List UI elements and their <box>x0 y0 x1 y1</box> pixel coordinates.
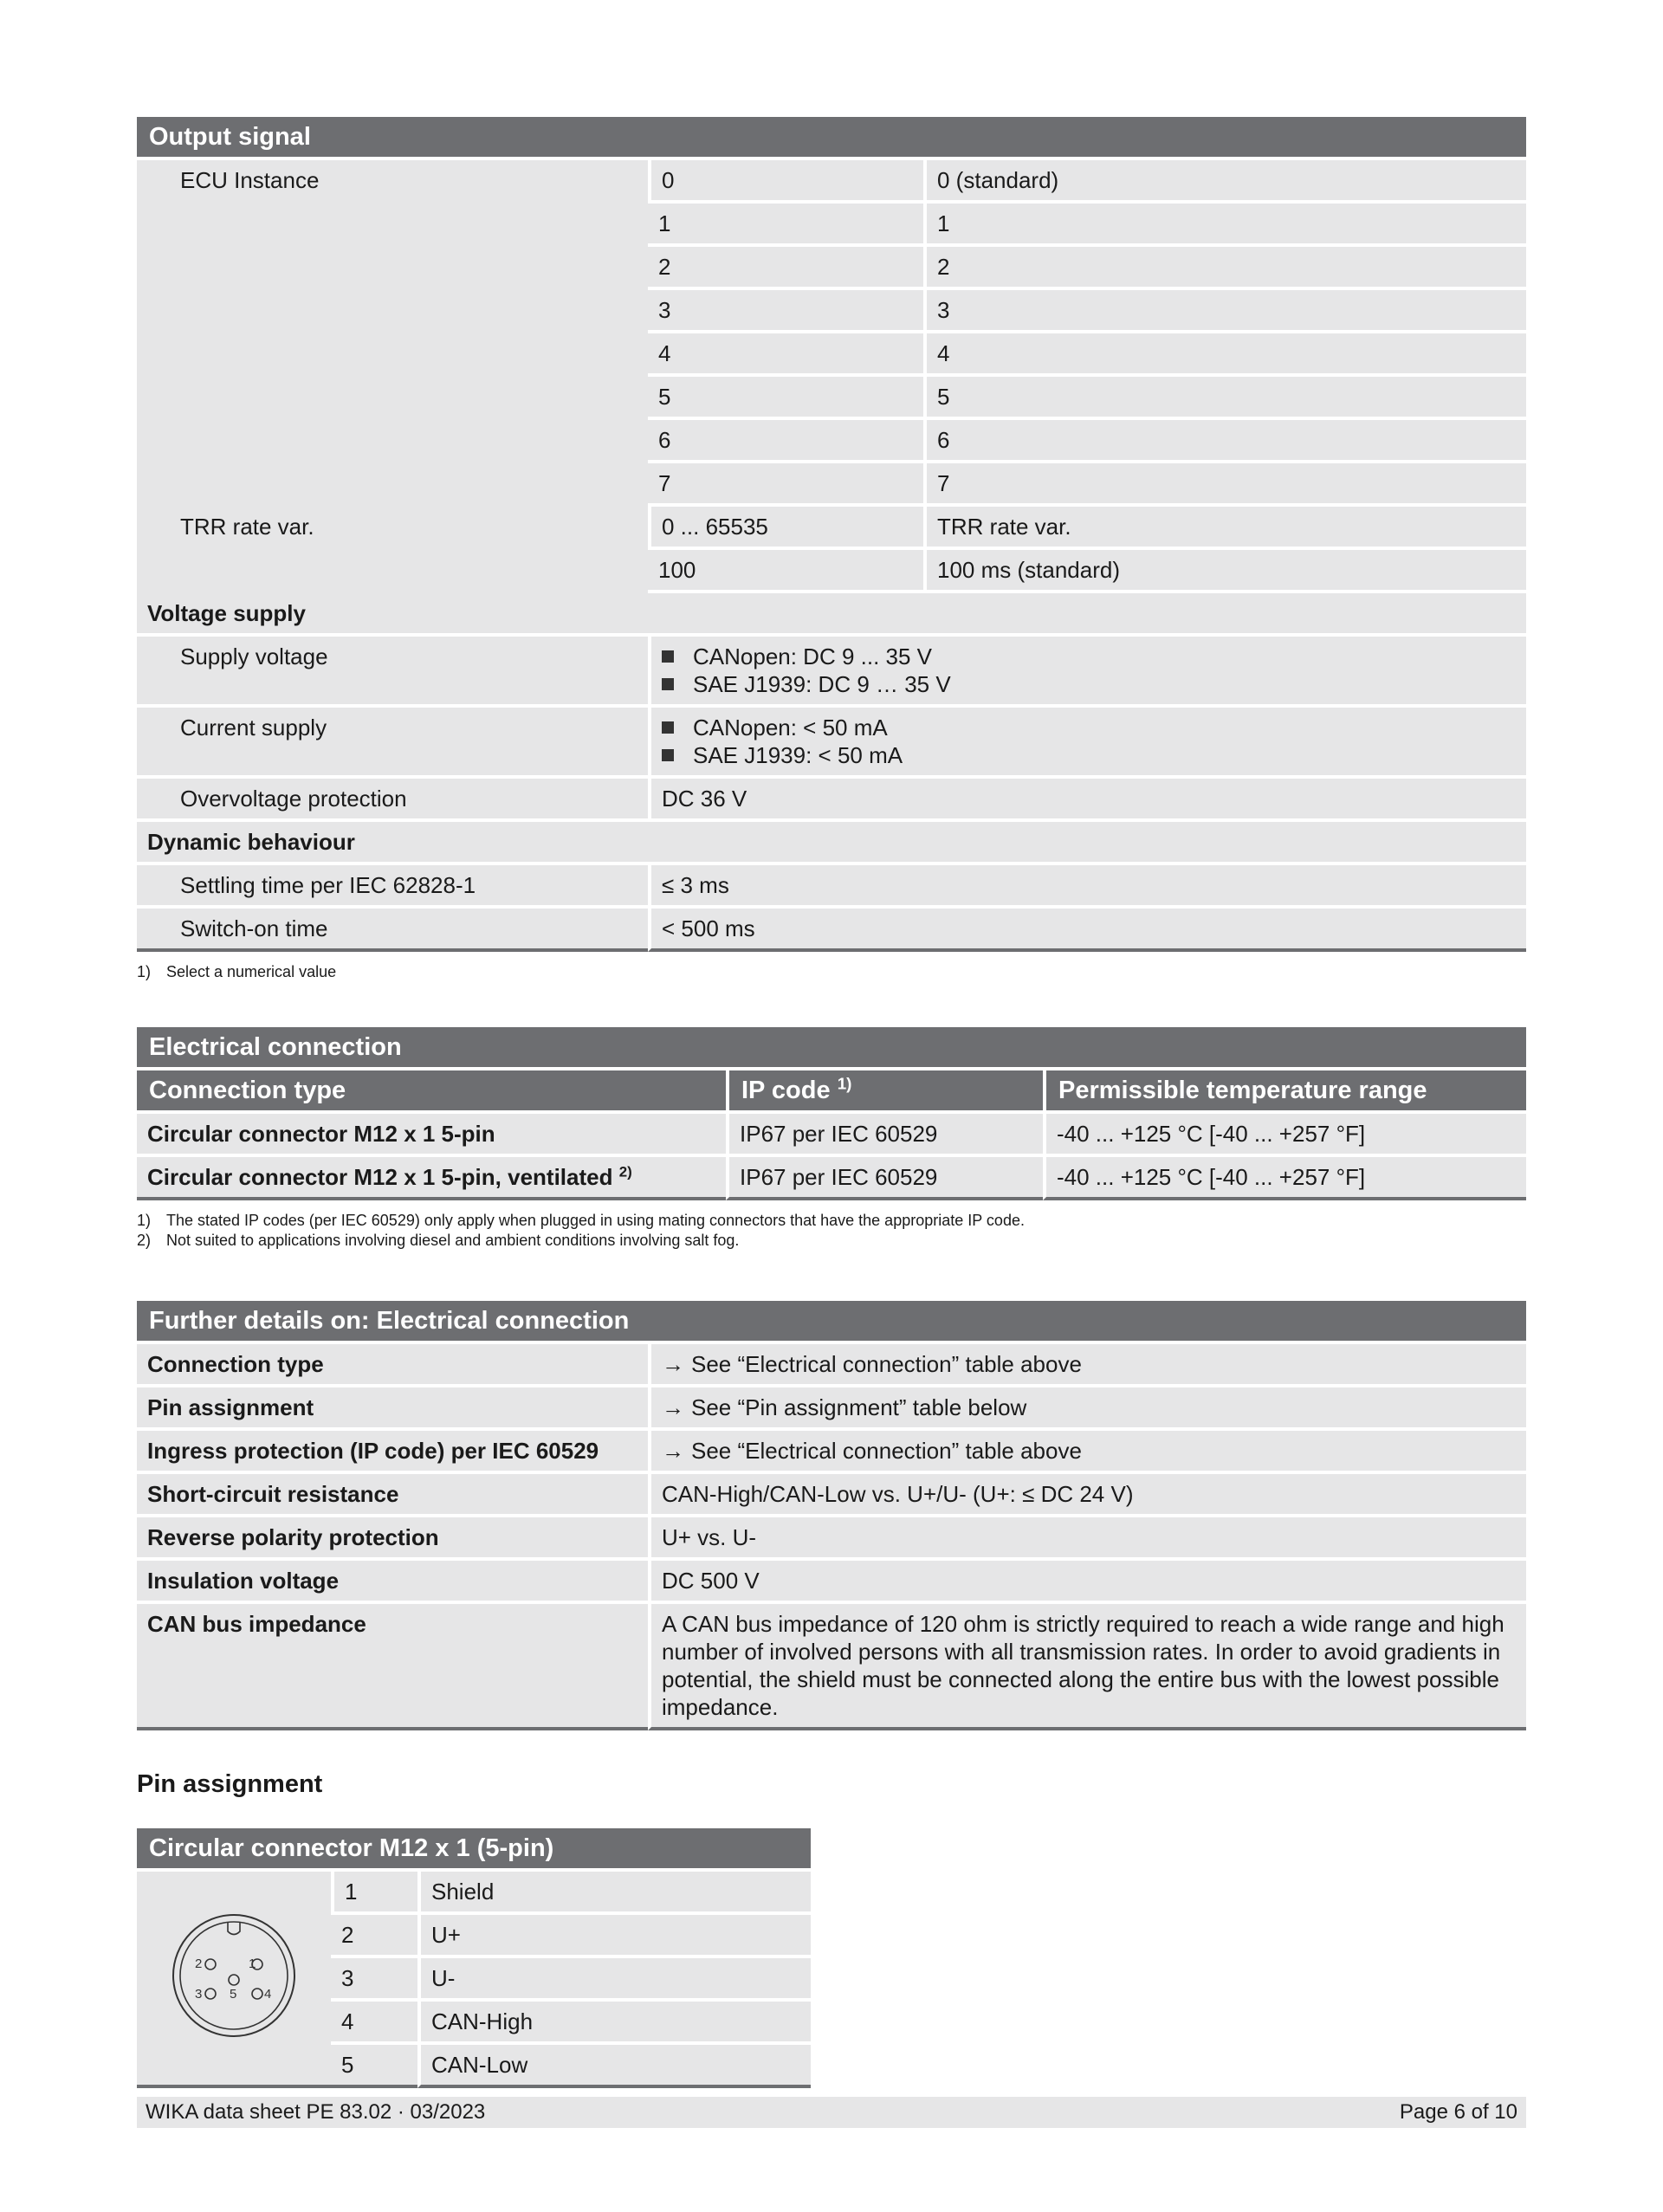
table-row <box>137 160 1526 204</box>
connector-diagram <box>137 1872 331 2088</box>
overvoltage-value: DC 36 V <box>648 779 1526 822</box>
settling-time-label: Settling time per IEC 62828-1 <box>137 865 648 909</box>
table-row <box>137 1157 1526 1200</box>
table-row <box>137 708 1526 779</box>
table-row: Reverse polarity protection U+ vs. U- <box>137 1517 1526 1561</box>
table-row <box>137 1114 1526 1157</box>
pin-number: 1 <box>331 1872 417 1915</box>
table-row <box>137 909 1526 952</box>
ecu-value: 1 <box>648 204 923 247</box>
list-item: SAE J1939: DC 9 … 35 V <box>662 670 1516 698</box>
temperature-cell: -40 ... +125 °C [-40 ... +257 °F] <box>1043 1157 1526 1200</box>
ecu-value: 3 <box>648 290 923 333</box>
temperature-cell: -40 ... +125 °C [-40 ... +257 °F] <box>1043 1114 1526 1157</box>
ecu-meaning: 6 <box>923 420 1526 463</box>
connection-type-cell: Circular connector M12 x 1 5-pin, ventilated $^{2)}$ <box>137 1157 726 1200</box>
pin-label-4: 4 <box>264 1986 272 2002</box>
page-footer <box>137 2097 1526 2128</box>
current-supply-value <box>648 708 1526 779</box>
pin-table-header: Circular connector M12 x 1 (5-pin) <box>137 1828 811 1872</box>
ecu-meaning: 0 (standard) <box>923 160 1526 204</box>
ecu-meaning: 7 <box>923 463 1526 507</box>
square-bullet-icon <box>662 749 674 761</box>
pin-assignment-heading: Pin assignment <box>137 1770 323 1798</box>
ecu-meaning: 5 <box>923 377 1526 420</box>
page-content <box>137 117 1526 2088</box>
pin-number: 3 <box>331 1958 417 2002</box>
ecu-meaning: 3 <box>923 290 1526 333</box>
trr-rate-label: TRR rate var. <box>137 507 648 593</box>
square-bullet-icon <box>662 650 674 663</box>
section-header-output-signal: Output signal <box>137 117 1526 160</box>
square-bullet-icon <box>662 678 674 690</box>
pin-signal: U+ <box>417 1915 811 1958</box>
footnote: 1) The stated IP codes (per IEC 60529) only apply when plugged in using mating connectors that have the appropriate IP code. <box>137 1212 1025 1229</box>
specification-table <box>137 117 1526 952</box>
section-header-voltage-supply: Voltage supply <box>137 593 1526 637</box>
further-details-table <box>137 1301 1526 1730</box>
pin-assignment-table <box>137 1828 811 2088</box>
table-row: Connection type → See “Electrical connection” table above <box>137 1344 1526 1387</box>
supply-voltage-value <box>648 637 1526 708</box>
ecu-instance-label: ECU Instance <box>137 160 648 507</box>
ecu-value: 6 <box>648 420 923 463</box>
table-row <box>137 865 1526 909</box>
ip-code-cell: IP67 per IEC 60529 <box>726 1157 1043 1200</box>
pin-label-2: 2 <box>195 1956 203 1971</box>
trr-value: 0 ... 65535 <box>648 507 923 550</box>
overvoltage-label: Overvoltage protection <box>137 779 648 822</box>
pin-label-1: 1 <box>249 1956 256 1971</box>
settling-time-value: ≤ 3 ms <box>648 865 1526 909</box>
list-item: CANopen: DC 9 ... 35 V <box>662 643 1516 670</box>
column-header-ip-code: IP code $^{1)}$ <box>726 1070 1043 1114</box>
list-item: CANopen: < 50 mA <box>662 714 1516 741</box>
pin-signal: Shield <box>417 1872 811 1915</box>
pin-signal: CAN-High <box>417 2002 811 2045</box>
pin-signal: U- <box>417 1958 811 2002</box>
ecu-meaning: 2 <box>923 247 1526 290</box>
ecu-value: 2 <box>648 247 923 290</box>
pin-label-3: 3 <box>195 1986 203 2002</box>
footer-page-number: Page 6 of 10 <box>1399 2100 1517 2124</box>
ecu-value: 5 <box>648 377 923 420</box>
arrow-right-icon: → <box>662 1351 684 1377</box>
table-row: Pin assignment → See “Pin assignment” table below <box>137 1387 1526 1431</box>
electrical-connection-table <box>137 1027 1526 1200</box>
footnote: 1) Select a numerical value <box>137 963 337 980</box>
table-row: Insulation voltage DC 500 V <box>137 1561 1526 1604</box>
ecu-value: 7 <box>648 463 923 507</box>
pin-number: 4 <box>331 2002 417 2045</box>
ecu-meaning: 1 <box>923 204 1526 247</box>
arrow-right-icon: → <box>662 1394 684 1420</box>
ip-code-cell: IP67 per IEC 60529 <box>726 1114 1043 1157</box>
ecu-value: 0 <box>648 160 923 204</box>
list-item: SAE J1939: < 50 mA <box>662 741 1516 769</box>
supply-voltage-label: Supply voltage <box>137 637 648 708</box>
pin-number: 5 <box>331 2045 417 2088</box>
connection-type-cell: Circular connector M12 x 1 5-pin <box>137 1114 726 1157</box>
table-row: CAN bus impedance A CAN bus impedance of 120 ohm is strictly required to reach a wide range and high number of involved persons with all transmission rates. In order to avoid gradients in potential, the shield must be connected along the entire bus with the lowest possible impedance. <box>137 1604 1526 1730</box>
trr-meaning: TRR rate var. <box>923 507 1526 550</box>
m12-connector-icon <box>169 1911 299 2041</box>
square-bullet-icon <box>662 721 674 734</box>
column-header-temperature: Permissible temperature range <box>1043 1070 1526 1114</box>
trr-meaning: 100 ms (standard) <box>923 550 1526 593</box>
footnote: 2) Not suited to applications involving diesel and ambient conditions involving salt fog. <box>137 1232 740 1249</box>
table-row <box>137 779 1526 822</box>
pin-label-5: 5 <box>230 1986 237 2002</box>
ecu-meaning: 4 <box>923 333 1526 377</box>
ecu-value: 4 <box>648 333 923 377</box>
footer-document-id: WIKA data sheet PE 83.02 · 03/2023 <box>146 2100 486 2124</box>
column-headers <box>137 1070 1526 1114</box>
arrow-right-icon: → <box>662 1438 684 1464</box>
column-header-connection-type: Connection type <box>137 1070 726 1114</box>
section-header-electrical-connection: Electrical connection <box>137 1027 1526 1070</box>
section-header-dynamic-behaviour: Dynamic behaviour <box>137 822 1526 865</box>
pin-number: 2 <box>331 1915 417 1958</box>
section-header-further-details: Further details on: Electrical connection <box>137 1301 1526 1344</box>
table-row: Short-circuit resistance CAN-High/CAN-Low vs. U+/U- (U+: ≤ DC 24 V) <box>137 1474 1526 1517</box>
trr-value: 100 <box>648 550 923 593</box>
switch-on-time-value: < 500 ms <box>648 909 1526 952</box>
table-row <box>137 1872 811 1915</box>
current-supply-label: Current supply <box>137 708 648 779</box>
footnotes <box>137 1211 1526 1251</box>
footnotes <box>137 962 1526 982</box>
pin-signal: CAN-Low <box>417 2045 811 2088</box>
table-row: Ingress protection (IP code) per IEC 60529 → See “Electrical connection” table above <box>137 1431 1526 1474</box>
table-row <box>137 507 1526 550</box>
table-row <box>137 637 1526 708</box>
switch-on-time-label: Switch-on time <box>137 909 648 952</box>
